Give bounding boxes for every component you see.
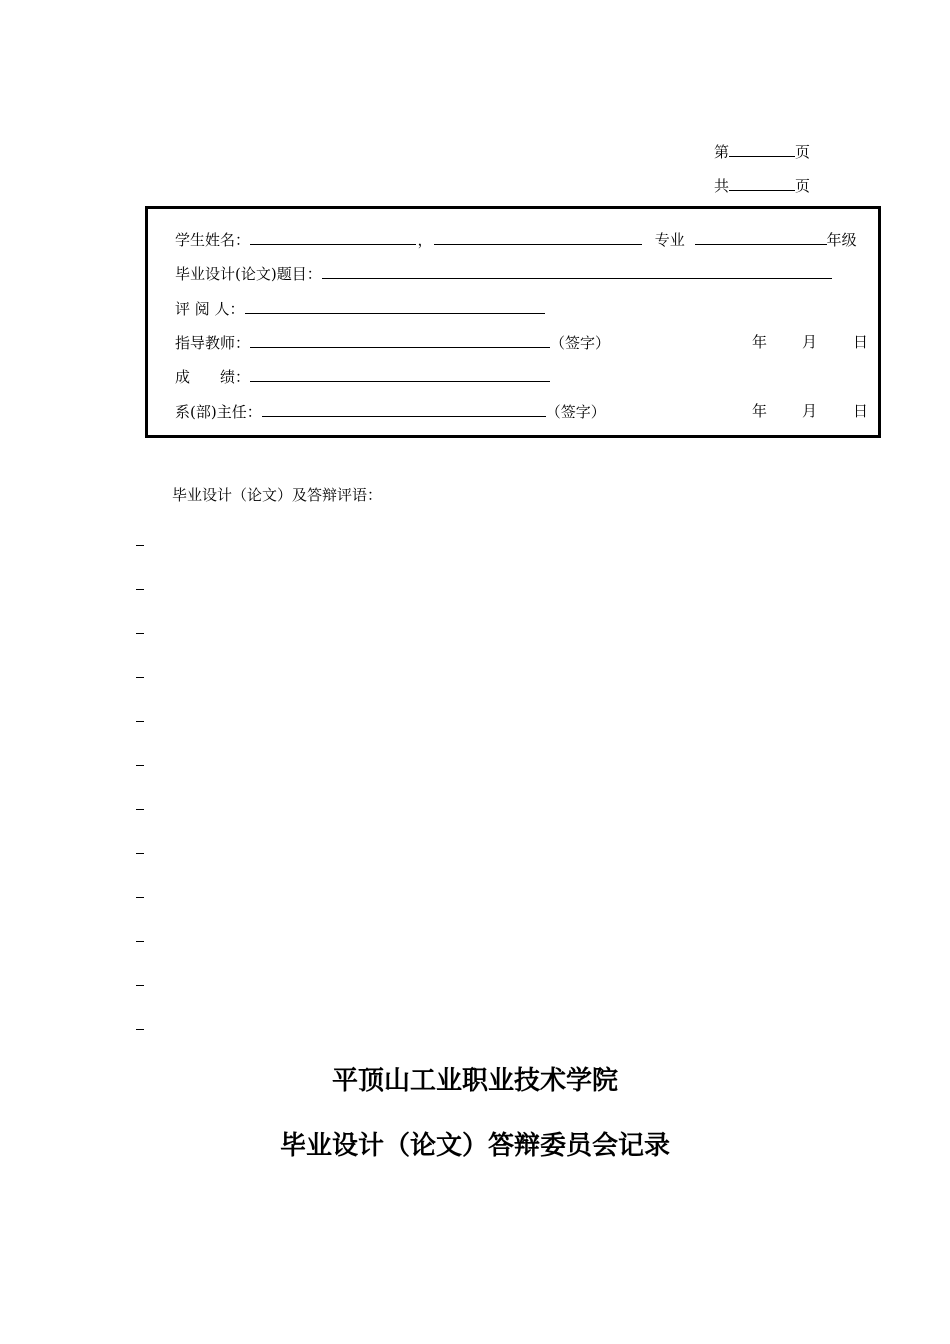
comment-line-marker xyxy=(136,633,144,634)
reviewer-field[interactable] xyxy=(245,298,545,314)
dept-head-year-label: 年 xyxy=(752,402,768,420)
dept-head-field[interactable] xyxy=(262,401,546,417)
comment-line-marker xyxy=(136,853,144,854)
total-suffix: 页 xyxy=(795,177,811,195)
page-suffix: 页 xyxy=(795,143,811,161)
dept-head-month-label: 月 xyxy=(802,402,818,420)
page-prefix: 第 xyxy=(714,143,730,161)
comment-line-marker xyxy=(136,721,144,722)
student-name-field[interactable] xyxy=(250,229,416,245)
comments-heading: 毕业设计（论文）及答辩评语： xyxy=(172,486,383,504)
score-field[interactable] xyxy=(250,366,550,382)
dept-head-label: 系(部)主任： xyxy=(175,403,262,421)
dept-head-day-label: 日 xyxy=(853,402,869,420)
comment-line-marker xyxy=(136,545,144,546)
comment-line-marker xyxy=(136,765,144,766)
reviewer-row xyxy=(175,298,545,319)
comment-line-marker xyxy=(136,589,144,590)
reviewer-label: 评 阅 人： xyxy=(175,300,245,318)
comment-line-marker xyxy=(136,941,144,942)
score-row xyxy=(175,366,550,387)
comment-line-marker xyxy=(136,985,144,986)
student-name-label: 学生姓名： xyxy=(175,231,251,249)
comment-line-marker xyxy=(136,809,144,810)
comment-line-marker xyxy=(136,677,144,678)
total-pages-field[interactable] xyxy=(729,175,795,191)
comment-line-marker xyxy=(136,897,144,898)
thesis-title-label: 毕业设计(论文)题目： xyxy=(175,265,322,283)
score-label: 成 绩： xyxy=(175,368,251,386)
major-field[interactable] xyxy=(695,229,827,245)
student-id-field[interactable] xyxy=(434,229,642,245)
dept-head-row xyxy=(175,401,875,422)
institution-title: 平顶山工业职业技术学院 xyxy=(331,1066,618,1096)
page-number-line xyxy=(714,141,810,162)
comma: ， xyxy=(417,231,433,249)
advisor-month-label: 月 xyxy=(802,333,818,351)
grade-label: 年级 xyxy=(826,231,857,249)
dept-head-signature-label: （签字） xyxy=(545,403,606,421)
advisor-year-label: 年 xyxy=(752,333,768,351)
thesis-title-row xyxy=(175,263,832,284)
advisor-label: 指导教师： xyxy=(175,334,251,352)
advisor-field[interactable] xyxy=(250,332,550,348)
page-number-field[interactable] xyxy=(729,141,795,157)
advisor-signature-label: （签字） xyxy=(550,334,611,352)
advisor-row xyxy=(175,332,875,353)
advisor-day-label: 日 xyxy=(853,333,869,351)
record-title: 毕业设计（论文）答辩委员会记录 xyxy=(279,1131,670,1161)
student-info-box xyxy=(145,206,881,438)
student-name-row xyxy=(175,229,857,250)
total-prefix: 共 xyxy=(714,177,730,195)
comment-line-marker xyxy=(136,1029,144,1030)
total-pages-line xyxy=(714,175,810,196)
major-label: 专业 xyxy=(654,231,685,249)
thesis-title-field[interactable] xyxy=(322,263,832,279)
